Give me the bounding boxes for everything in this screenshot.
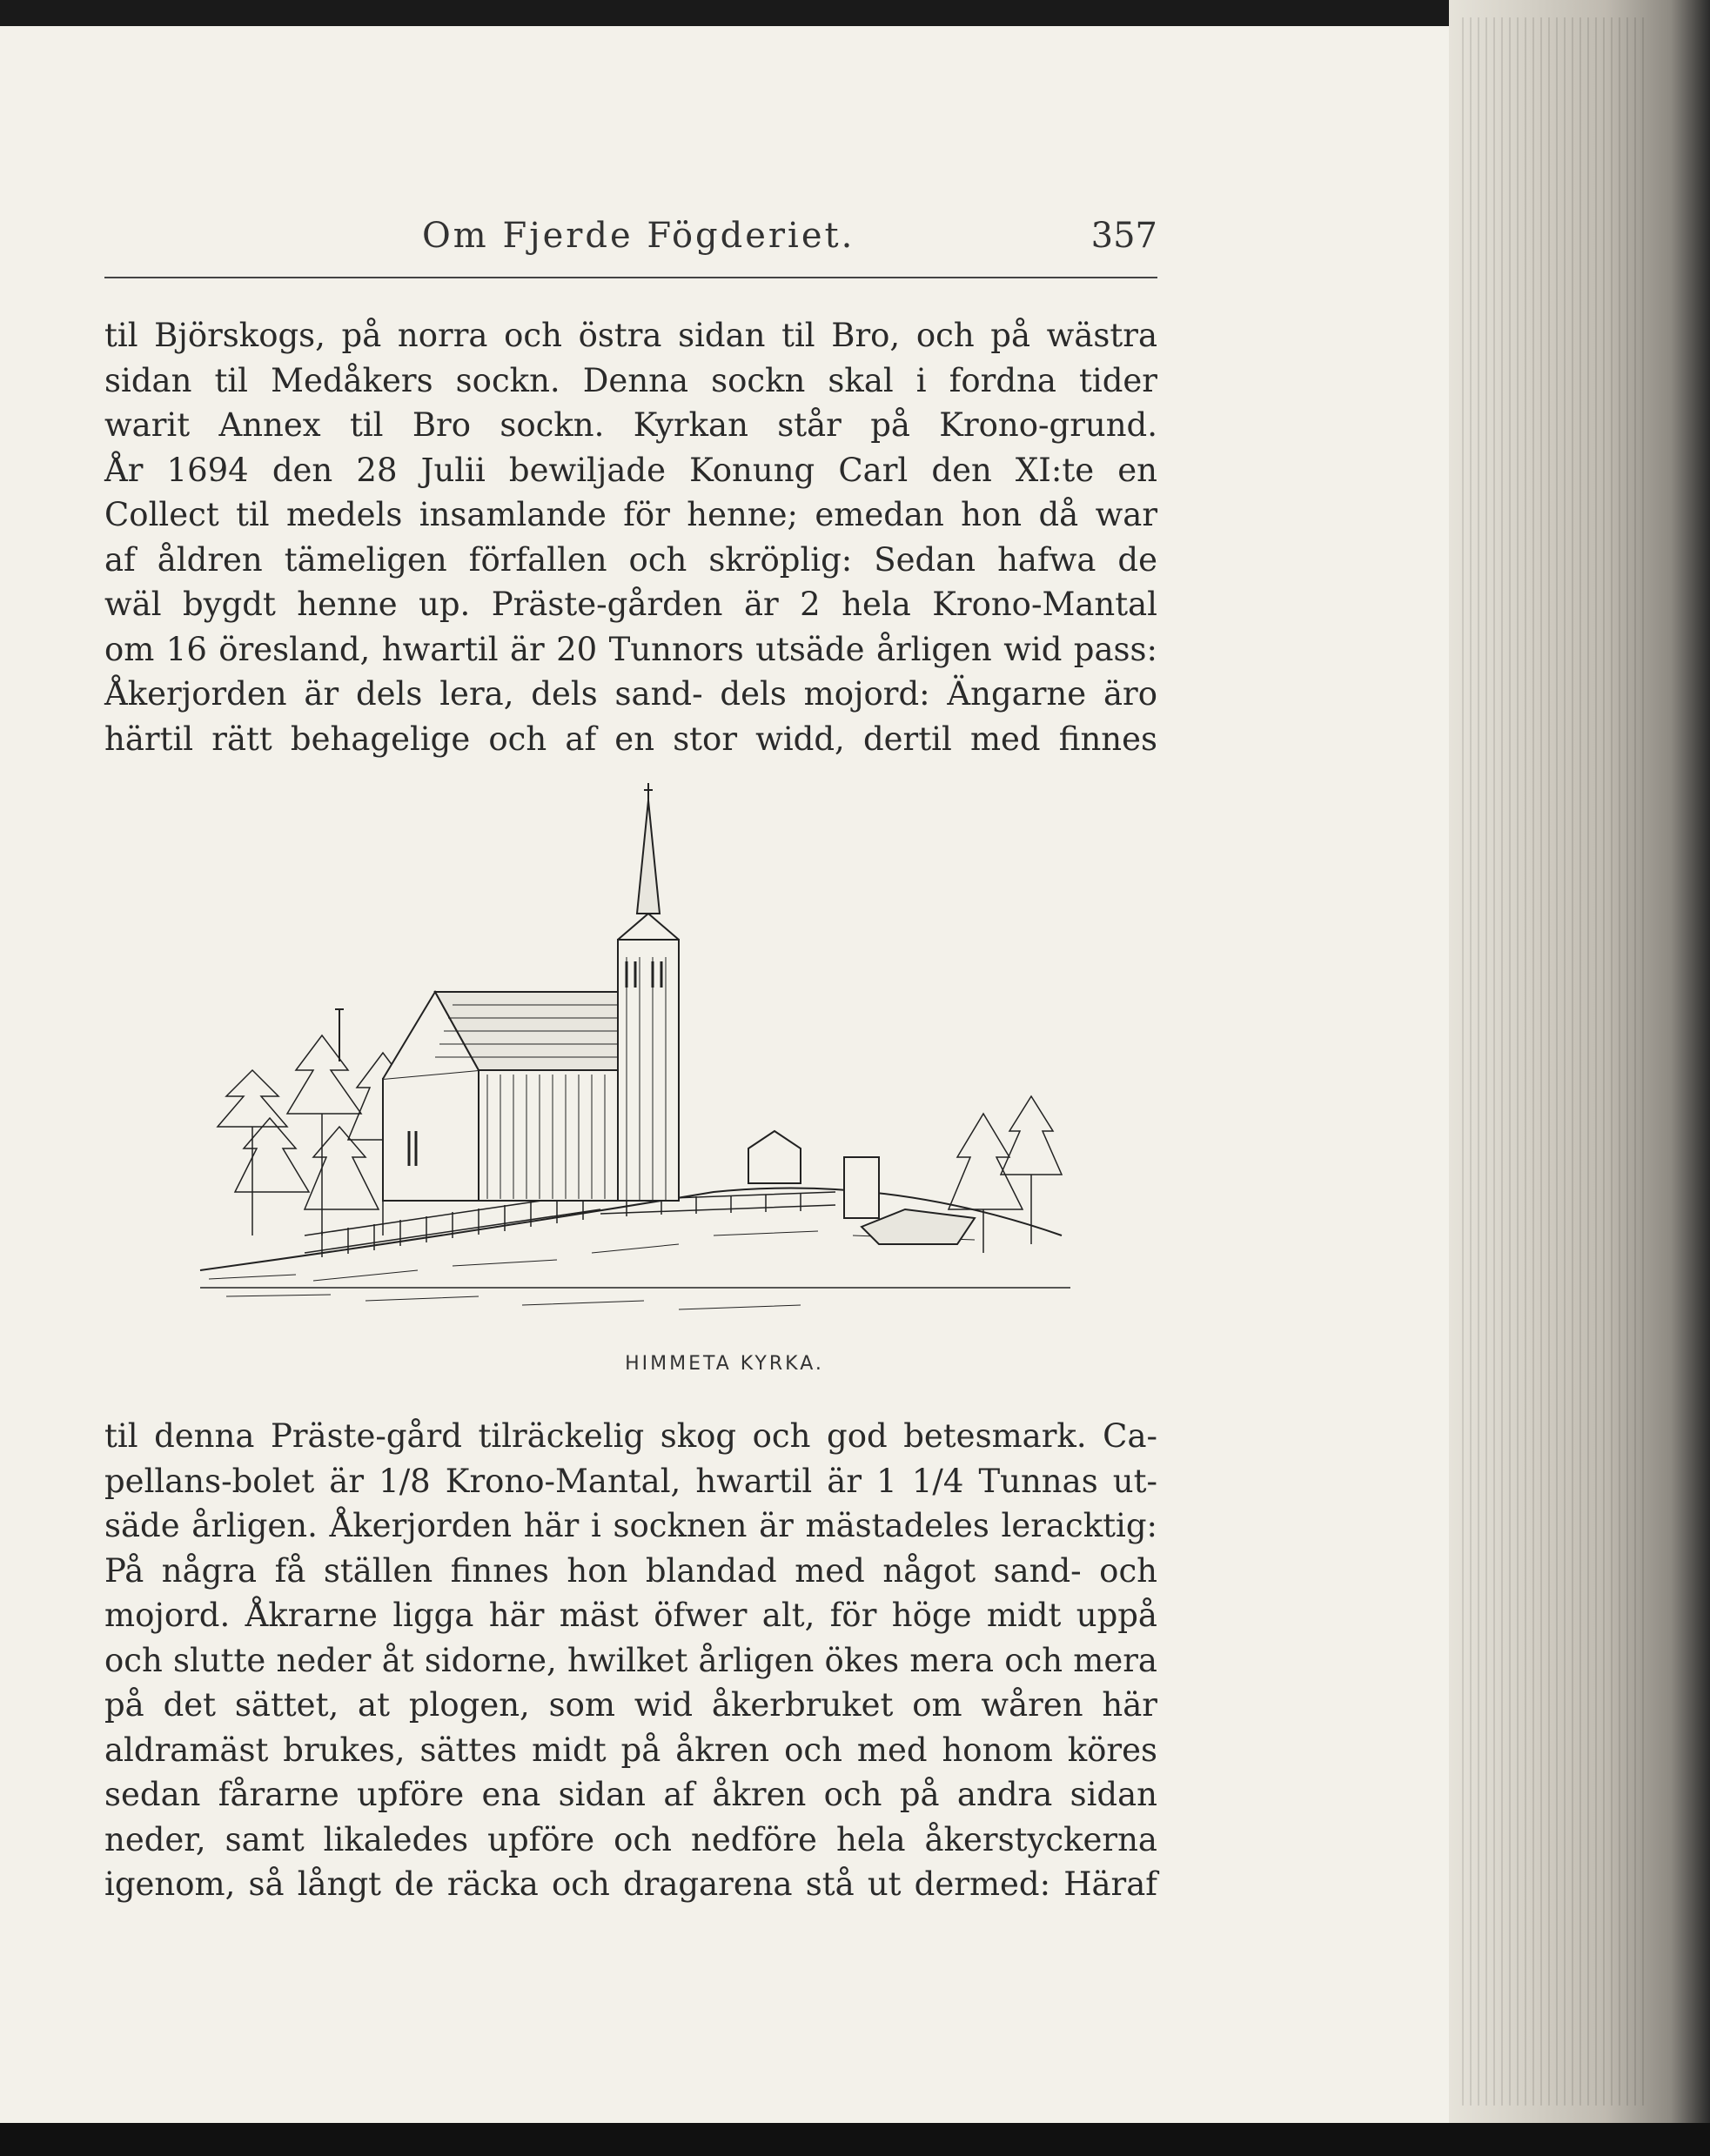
header-rule (104, 277, 1157, 278)
running-head-title: Om Fjerde Fögderiet. (422, 216, 855, 256)
text-line: På några få ställen finnes hon blandad med något sand- och (104, 1551, 1157, 1590)
page-edges (1462, 17, 1645, 2106)
text-line: mojord. Åkrarne ligga här mäst öfwer alt, för höge midt uppå (104, 1597, 1157, 1634)
text-line: om 16 öresland, hwartil är 20 Tunnors utsäde årligen wid pass: (104, 630, 1157, 668)
text-line: til denna Präste-gård tilräckelig skog och god betesmark. Ca- (104, 1417, 1157, 1455)
text-line: säde årligen. Åkerjorden här i socknen är mästadeles leracktig: (104, 1507, 1157, 1544)
text-line: af åldren tämeligen förfallen och skröplig: Sedan hafwa de (104, 540, 1157, 579)
text-line: sedan fårarne upföre ena sidan af åkren och på andra sidan (104, 1776, 1157, 1813)
text-line: warit Annex til Bro sockn. Kyrkan står på Krono-grund. (104, 406, 1157, 444)
text-line: wäl bygdt henne up. Präste-gården är 2 hela Krono-Mantal (104, 586, 1157, 623)
text-line: aldramäst brukes, sättes midt på åkren och med honom köres (104, 1731, 1157, 1769)
running-head (104, 216, 1157, 277)
paragraph-2 (104, 1414, 1157, 1907)
text-line: härtil rätt behagelige och af en stor widd, dertil med finnes (104, 720, 1157, 758)
text-line: til Björskogs, på norra och östra sidan til Bro, och på wästra (104, 317, 1157, 354)
scan-border (0, 2123, 1710, 2156)
text-line: neder, samt likaledes upföre och nedföre hela åkerstyckerna (104, 1820, 1157, 1858)
text-line: pellans-bolet är 1/8 Krono-Mantal, hwartil är 1 1/4 Tunnas ut- (104, 1462, 1157, 1500)
text-line: och slutte neder åt sidorne, hwilket årligen ökes mera och mera (104, 1641, 1157, 1679)
paragraph-1 (104, 313, 1157, 761)
text-line: År 1694 den 28 Julii bewiljade Konung Carl den XI:te en (104, 451, 1157, 489)
text-line: igenom, så långt de räcka och dragarena stå ut dermed: Häraf (104, 1865, 1157, 1903)
church-illustration (191, 783, 1079, 1322)
text-line: sidan til Medåkers sockn. Denna sockn skal i fordna tider (104, 361, 1157, 399)
figure-caption: HIMMETA KYRKA. (625, 1353, 824, 1375)
page-number: 357 (1090, 216, 1157, 256)
text-line: Collect til medels insamlande för henne; emedan hon då war (104, 496, 1157, 533)
text-line: på det sättet, at plogen, som wid åkerbruket om wåren här (104, 1686, 1157, 1724)
text-line: Åkerjorden är dels lera, dels sand- dels mojord: Ängarne äro (104, 675, 1157, 713)
